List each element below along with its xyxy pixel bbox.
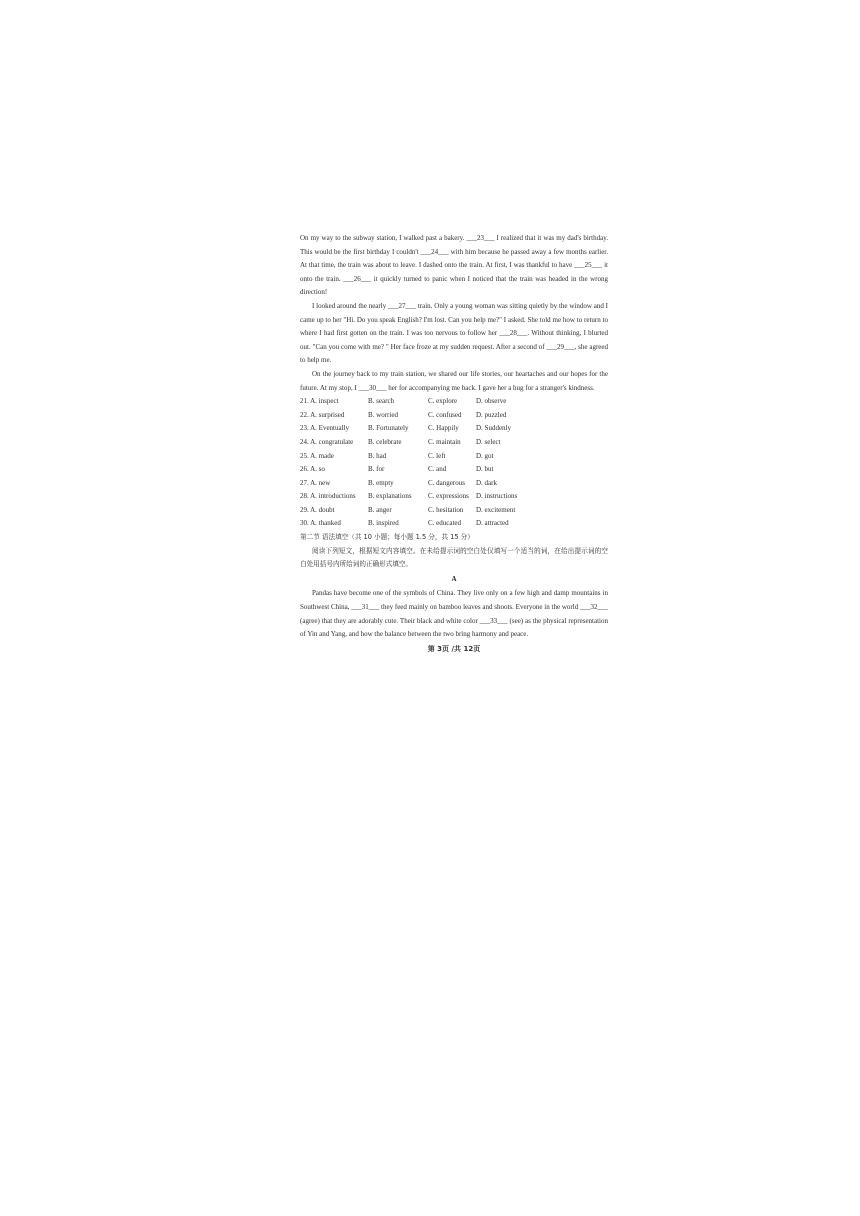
option-d: D. instructions [476, 492, 518, 501]
option-c: C. and [428, 465, 447, 474]
option-c: C. Happily [428, 424, 459, 433]
option-row-25 [300, 450, 608, 464]
option-b: B. celebrate [368, 437, 402, 446]
option-c: C. left [428, 451, 446, 460]
option-d: D. observe [476, 397, 507, 406]
option-row-24 [300, 436, 608, 450]
option-b: B. Fortunately [368, 424, 409, 433]
option-row-21 [300, 395, 608, 409]
option-b: B. search [368, 397, 395, 406]
option-b: B. empty [368, 478, 394, 487]
option-d: D. dark [476, 478, 497, 487]
option-a: 28. A. introductions [300, 492, 356, 501]
option-b: B. inspired [368, 519, 399, 528]
option-d: D. attracted [476, 519, 509, 528]
option-b: B. anger [368, 505, 392, 514]
option-row-29 [300, 504, 608, 518]
option-d: D. but [476, 465, 494, 474]
section-instructions: 阅读下列短文，根据短文内容填空。在未给提示词的空白处仅填写一个适当的词，在给出提示词的空白处用括号内所给词的正确形式填空。 [300, 546, 608, 569]
option-row-30 [300, 517, 608, 531]
option-d: D. Suddenly [476, 424, 511, 433]
option-c: C. expressions [428, 492, 469, 501]
page-number: 第 3页 /共 12页 [427, 644, 481, 653]
option-d: D. puzzled [476, 410, 507, 419]
option-a: 30. A. thanked [300, 519, 341, 528]
options-list [300, 395, 608, 531]
option-a: 24. A. congratulate [300, 437, 354, 446]
option-a: 29. A. doubt [300, 505, 335, 514]
option-row-27 [300, 477, 608, 491]
option-d: D. excitement [476, 505, 516, 514]
option-a: 26. A. so [300, 465, 325, 474]
passage-label: A [451, 574, 457, 583]
option-b: B. explanations [368, 492, 412, 501]
option-row-22 [300, 409, 608, 423]
option-b: B. worried [368, 410, 398, 419]
option-d: D. select [476, 437, 501, 446]
option-a: 22. A. surprised [300, 410, 345, 419]
cloze-paragraph-1: On my way to the subway station, I walked past a bakery. ___23___ I realized that it was my dad's birthday. This would be the first birthday I couldn't ___24___ with him because he passed away a few months earlier. At that time, the train was about to leave. I dashed onto the train. At first, I was thankful to have ___25___ it onto the train. ___26___ it quickly turned to panic when I noticed that the train was headed in the wrong direction! [300, 234, 608, 297]
option-d: D. got [476, 451, 494, 460]
option-a: 23. A. Eventually [300, 424, 349, 433]
option-a: 25. A. made [300, 451, 334, 460]
option-b: B. for [368, 465, 385, 474]
option-c: C. explore [428, 397, 458, 406]
cloze-paragraph-2: I looked around the nearly ___27___ train. Only a young woman was sitting quietly by the window and I came up to her "Hi. Do you speak English? I'm lost. Can you help me?" I asked. She told me how to return to where I had first gotten on the train. I was too nervous to follow her ___28___. Without thinking, I blurted out. "Can you come with me? " Her face froze at my sudden request. After a second of ___29___, she agreed to help me. [300, 301, 608, 365]
option-b: B. had [368, 451, 387, 460]
option-c: C. dangerous [428, 478, 465, 487]
cloze-paragraph-3: On the journey back to my train station, we shared our life stories, our heartaches and our hopes for the future. At my stop, I ___30___ her for accompanying me back. I gave her a hug for a stranger's kindness. [300, 369, 608, 392]
option-a: 27. A. new [300, 478, 331, 487]
option-row-26 [300, 463, 608, 477]
option-c: C. hesitation [428, 505, 464, 514]
exam-page [300, 232, 608, 656]
option-row-23 [300, 422, 608, 436]
option-c: C. educated [428, 519, 462, 528]
option-a: 21. A. inspect [300, 397, 339, 406]
section-heading: 第二节 语法填空（共 10 小题；每小题 1.5 分，共 15 分） [300, 533, 474, 542]
passage-text: Pandas have become one of the symbols of China. They live only on a few high and damp mountains in Southwest China, ___31___ they feed mainly on bamboo leaves and shoots. Everyone in the world ___32___ (agree) that they are adorably cute. Their black and white color ___33___ (see) as the physical representation of Yin and Yang, and how the balance between the two bring harmony and peace. [300, 589, 608, 639]
option-c: C. maintain [428, 437, 461, 446]
option-c: C. confused [428, 410, 462, 419]
option-row-28 [300, 490, 608, 504]
